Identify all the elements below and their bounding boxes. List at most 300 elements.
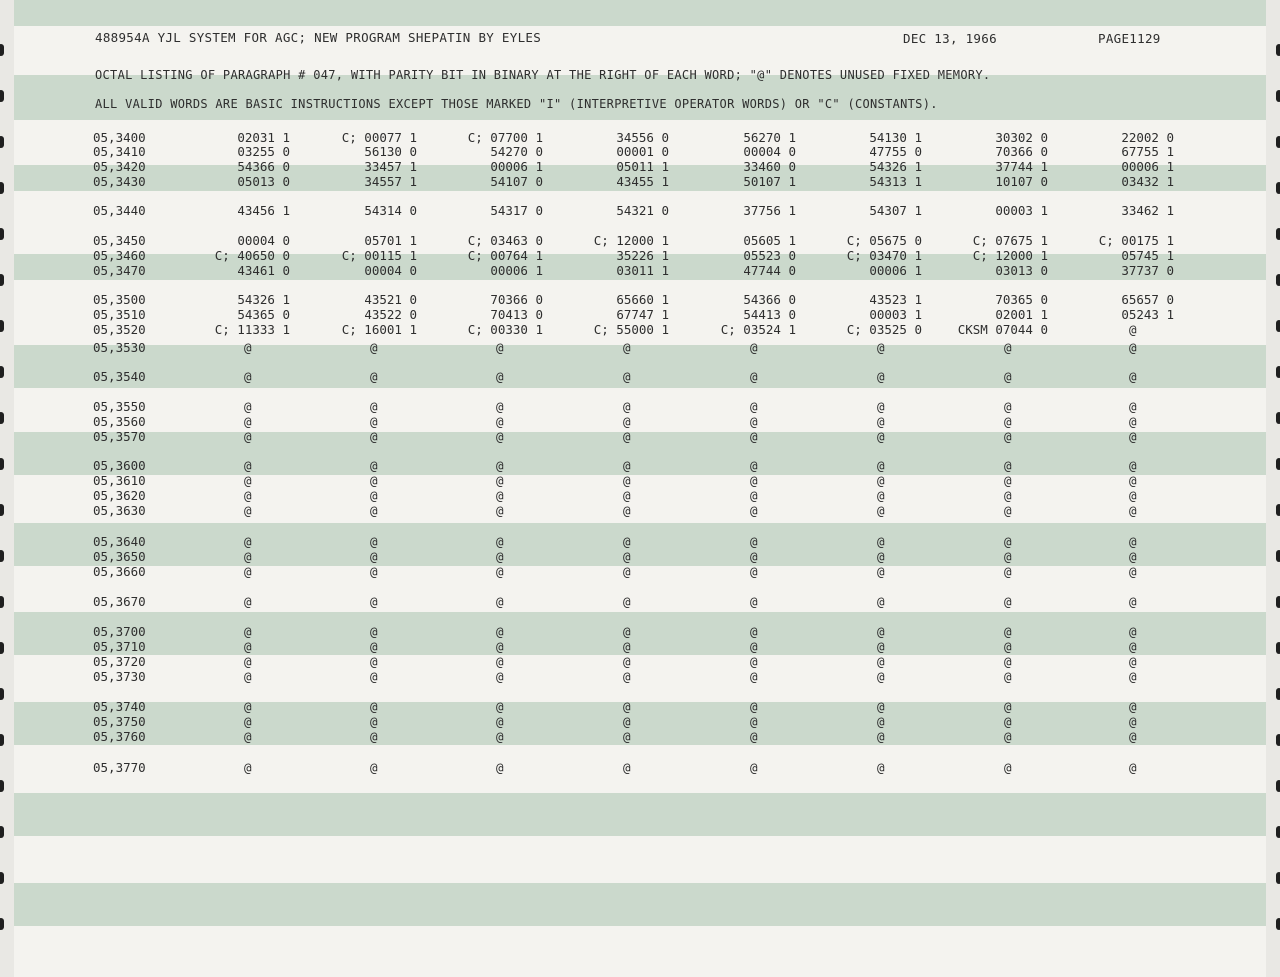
unused-word-marker: @ xyxy=(623,729,631,744)
unused-word-marker: @ xyxy=(1004,340,1012,355)
memory-word: 65660 1 xyxy=(616,292,669,307)
unused-word-marker: @ xyxy=(1129,594,1137,609)
unused-word-marker: @ xyxy=(370,399,378,414)
unused-word-marker: @ xyxy=(623,594,631,609)
unused-word-marker: @ xyxy=(877,669,885,684)
unused-word-marker: @ xyxy=(1004,639,1012,654)
memory-word: 54313 1 xyxy=(869,174,922,189)
unused-word-marker: @ xyxy=(750,473,758,488)
feed-hole xyxy=(0,688,4,700)
feed-hole xyxy=(0,596,4,608)
feed-hole xyxy=(0,918,4,930)
unused-word-marker: @ xyxy=(623,340,631,355)
feed-hole xyxy=(1276,412,1280,424)
unused-word-marker: @ xyxy=(1129,654,1137,669)
unused-word-marker: @ xyxy=(244,669,252,684)
row-address: 05,3640 xyxy=(93,534,146,549)
memory-word: 54130 1 xyxy=(869,130,922,145)
unused-word-marker: @ xyxy=(370,594,378,609)
memory-word: 54326 1 xyxy=(237,292,290,307)
feed-hole xyxy=(1276,182,1280,194)
memory-word: 00003 1 xyxy=(869,307,922,322)
memory-word: 03255 0 xyxy=(237,144,290,159)
row-address: 05,3420 xyxy=(93,159,146,174)
unused-word-marker: @ xyxy=(750,340,758,355)
memory-word: 00006 1 xyxy=(490,159,543,174)
memory-word: 56130 0 xyxy=(364,144,417,159)
memory-word: 37737 0 xyxy=(1121,263,1174,278)
memory-word: 54326 1 xyxy=(869,159,922,174)
row-address: 05,3500 xyxy=(93,292,146,307)
memory-word: 54413 0 xyxy=(743,307,796,322)
unused-word-marker: @ xyxy=(370,760,378,775)
row-address: 05,3760 xyxy=(93,729,146,744)
green-band xyxy=(14,883,1267,926)
unused-word-marker: @ xyxy=(1004,564,1012,579)
unused-word-marker: @ xyxy=(244,639,252,654)
unused-word-marker: @ xyxy=(370,340,378,355)
feed-hole xyxy=(1276,734,1280,746)
feed-hole xyxy=(0,642,4,654)
unused-word-marker: @ xyxy=(244,534,252,549)
row-address: 05,3510 xyxy=(93,307,146,322)
memory-word: 67747 1 xyxy=(616,307,669,322)
unused-word-marker: @ xyxy=(496,760,504,775)
memory-word: C; 03524 1 xyxy=(720,322,796,337)
feed-hole xyxy=(0,458,4,470)
listing-date: DEC 13, 1966 xyxy=(903,31,997,46)
unused-word-marker: @ xyxy=(370,654,378,669)
unused-word-marker: @ xyxy=(877,458,885,473)
unused-word-marker: @ xyxy=(496,639,504,654)
feed-hole xyxy=(1276,90,1280,102)
memory-word: 35226 1 xyxy=(616,248,669,263)
row-address: 05,3400 xyxy=(93,130,146,145)
row-address: 05,3650 xyxy=(93,549,146,564)
memory-word: 70413 0 xyxy=(490,307,543,322)
memory-word: 47755 0 xyxy=(869,144,922,159)
memory-word: 00001 0 xyxy=(616,144,669,159)
memory-word: 00006 1 xyxy=(869,263,922,278)
unused-word-marker: @ xyxy=(370,473,378,488)
unused-word-marker: @ xyxy=(750,549,758,564)
unused-word-marker: @ xyxy=(750,488,758,503)
memory-word: 05523 0 xyxy=(743,248,796,263)
unused-word-marker: @ xyxy=(1129,669,1137,684)
row-address: 05,3570 xyxy=(93,429,146,444)
memory-word: 54314 0 xyxy=(364,203,417,218)
memory-word: C; 07675 1 xyxy=(972,233,1048,248)
unused-word-marker: @ xyxy=(244,429,252,444)
memory-word: C; 05675 0 xyxy=(846,233,922,248)
feed-hole xyxy=(1276,320,1280,332)
unused-word-marker: @ xyxy=(496,399,504,414)
feed-hole xyxy=(0,320,4,332)
unused-word-marker: @ xyxy=(1129,699,1137,714)
unused-word-marker: @ xyxy=(496,473,504,488)
unused-word-marker: @ xyxy=(1129,564,1137,579)
green-band xyxy=(14,0,1267,26)
unused-word-marker: @ xyxy=(750,458,758,473)
memory-word: 33462 1 xyxy=(1121,203,1174,218)
row-address: 05,3610 xyxy=(93,473,146,488)
unused-word-marker: @ xyxy=(623,549,631,564)
feed-hole xyxy=(1276,642,1280,654)
unused-word-marker: @ xyxy=(623,534,631,549)
row-address: 05,3720 xyxy=(93,654,146,669)
unused-word-marker: @ xyxy=(244,699,252,714)
unused-word-marker: @ xyxy=(1129,473,1137,488)
unused-word-marker: @ xyxy=(1129,534,1137,549)
unused-word-marker: @ xyxy=(877,534,885,549)
unused-word-marker: @ xyxy=(370,534,378,549)
unused-word-marker: @ xyxy=(623,714,631,729)
row-address: 05,3600 xyxy=(93,458,146,473)
row-address: 05,3740 xyxy=(93,699,146,714)
feed-hole xyxy=(1276,44,1280,56)
unused-word-marker: @ xyxy=(1129,549,1137,564)
feed-hole xyxy=(1276,688,1280,700)
unused-word-marker: @ xyxy=(750,714,758,729)
unused-word-marker: @ xyxy=(623,760,631,775)
unused-word-marker: @ xyxy=(623,429,631,444)
green-band xyxy=(14,702,1267,745)
unused-word-marker: @ xyxy=(750,624,758,639)
unused-word-marker: @ xyxy=(877,414,885,429)
feed-hole xyxy=(1276,136,1280,148)
row-address: 05,3700 xyxy=(93,624,146,639)
feed-hole xyxy=(0,90,4,102)
memory-word: 05011 1 xyxy=(616,159,669,174)
row-address: 05,3660 xyxy=(93,564,146,579)
memory-word: C; 12000 1 xyxy=(972,248,1048,263)
memory-word: C; 11333 1 xyxy=(214,322,290,337)
feed-hole xyxy=(0,734,4,746)
memory-word: 43455 1 xyxy=(616,174,669,189)
unused-word-marker: @ xyxy=(877,488,885,503)
unused-word-marker: @ xyxy=(1004,458,1012,473)
feed-hole xyxy=(0,366,4,378)
unused-word-marker: @ xyxy=(623,473,631,488)
row-address: 05,3410 xyxy=(93,144,146,159)
unused-word-marker: @ xyxy=(1004,624,1012,639)
unused-word-marker: @ xyxy=(244,399,252,414)
memory-word: 02001 1 xyxy=(995,307,1048,322)
feed-hole xyxy=(1276,872,1280,884)
unused-word-marker: @ xyxy=(496,564,504,579)
unused-word-marker: @ xyxy=(750,503,758,518)
unused-word-marker: @ xyxy=(623,369,631,384)
unused-word-marker: @ xyxy=(750,760,758,775)
memory-word: C; 07700 1 xyxy=(467,130,543,145)
unused-word-marker: @ xyxy=(750,564,758,579)
row-address: 05,3710 xyxy=(93,639,146,654)
green-band xyxy=(14,345,1267,388)
memory-word: 05605 1 xyxy=(743,233,796,248)
unused-word-marker: @ xyxy=(877,639,885,654)
row-address: 05,3730 xyxy=(93,669,146,684)
unused-word-marker: @ xyxy=(244,714,252,729)
memory-word: 33457 1 xyxy=(364,159,417,174)
unused-word-marker: @ xyxy=(496,503,504,518)
unused-word-marker: @ xyxy=(1129,760,1137,775)
feed-hole xyxy=(1276,228,1280,240)
unused-word-marker: @ xyxy=(370,503,378,518)
memory-word: 03432 1 xyxy=(1121,174,1174,189)
unused-word-marker: @ xyxy=(1129,399,1137,414)
unused-word-marker: @ xyxy=(623,414,631,429)
feed-hole xyxy=(1276,826,1280,838)
unused-word-marker: @ xyxy=(1004,429,1012,444)
unused-word-marker: @ xyxy=(370,369,378,384)
unused-word-marker: @ xyxy=(1129,729,1137,744)
feed-hole xyxy=(0,872,4,884)
memory-word: 02031 1 xyxy=(237,130,290,145)
row-address: 05,3460 xyxy=(93,248,146,263)
unused-word-marker: @ xyxy=(750,414,758,429)
unused-word-marker: @ xyxy=(623,488,631,503)
unused-word-marker: @ xyxy=(244,458,252,473)
unused-word-marker: @ xyxy=(1129,322,1137,337)
unused-word-marker: @ xyxy=(496,714,504,729)
unused-word-marker: @ xyxy=(750,699,758,714)
memory-word: 05701 1 xyxy=(364,233,417,248)
memory-word: 70365 0 xyxy=(995,292,1048,307)
green-band xyxy=(14,793,1267,836)
unused-word-marker: @ xyxy=(1004,699,1012,714)
row-address: 05,3620 xyxy=(93,488,146,503)
memory-word: 34557 1 xyxy=(364,174,417,189)
memory-word: C; 16001 1 xyxy=(341,322,417,337)
unused-word-marker: @ xyxy=(496,624,504,639)
feed-hole xyxy=(1276,504,1280,516)
memory-word: 43523 1 xyxy=(869,292,922,307)
unused-word-marker: @ xyxy=(1004,488,1012,503)
feed-hole xyxy=(0,182,4,194)
memory-word: 43456 1 xyxy=(237,203,290,218)
memory-word: 05243 1 xyxy=(1121,307,1174,322)
unused-word-marker: @ xyxy=(370,714,378,729)
memory-word: C; 40650 0 xyxy=(214,248,290,263)
unused-word-marker: @ xyxy=(1129,624,1137,639)
unused-word-marker: @ xyxy=(750,369,758,384)
memory-word: 54366 0 xyxy=(743,292,796,307)
memory-word: 37756 1 xyxy=(743,203,796,218)
memory-word: C; 03463 0 xyxy=(467,233,543,248)
feed-hole xyxy=(1276,550,1280,562)
feed-hole xyxy=(0,44,4,56)
memory-word: 43521 0 xyxy=(364,292,417,307)
memory-word: 00004 0 xyxy=(237,233,290,248)
unused-word-marker: @ xyxy=(370,639,378,654)
unused-word-marker: @ xyxy=(244,654,252,669)
memory-word: 54107 0 xyxy=(490,174,543,189)
memory-word: 54365 0 xyxy=(237,307,290,322)
unused-word-marker: @ xyxy=(496,669,504,684)
unused-word-marker: @ xyxy=(370,458,378,473)
unused-word-marker: @ xyxy=(496,534,504,549)
green-band xyxy=(14,523,1267,566)
unused-word-marker: @ xyxy=(1129,503,1137,518)
unused-word-marker: @ xyxy=(750,534,758,549)
memory-word: 10107 0 xyxy=(995,174,1048,189)
memory-word: 54366 0 xyxy=(237,159,290,174)
unused-word-marker: @ xyxy=(244,564,252,579)
green-band xyxy=(14,612,1267,655)
unused-word-marker: @ xyxy=(1004,594,1012,609)
memory-word: 00003 1 xyxy=(995,203,1048,218)
row-address: 05,3670 xyxy=(93,594,146,609)
feed-hole xyxy=(1276,274,1280,286)
memory-word: C; 03470 1 xyxy=(846,248,922,263)
unused-word-marker: @ xyxy=(1004,714,1012,729)
memory-word: 00006 1 xyxy=(1121,159,1174,174)
unused-word-marker: @ xyxy=(623,399,631,414)
memory-word: 05745 1 xyxy=(1121,248,1174,263)
unused-word-marker: @ xyxy=(750,429,758,444)
row-address: 05,3530 xyxy=(93,340,146,355)
memory-word: 37744 1 xyxy=(995,159,1048,174)
unused-word-marker: @ xyxy=(1004,369,1012,384)
unused-word-marker: @ xyxy=(877,729,885,744)
unused-word-marker: @ xyxy=(877,564,885,579)
feed-hole xyxy=(0,826,4,838)
unused-word-marker: @ xyxy=(370,699,378,714)
memory-word: 54317 0 xyxy=(490,203,543,218)
unused-word-marker: @ xyxy=(877,624,885,639)
unused-word-marker: @ xyxy=(877,340,885,355)
unused-word-marker: @ xyxy=(496,549,504,564)
unused-word-marker: @ xyxy=(370,414,378,429)
unused-word-marker: @ xyxy=(496,699,504,714)
feed-hole xyxy=(1276,366,1280,378)
memory-word: 65657 0 xyxy=(1121,292,1174,307)
unused-word-marker: @ xyxy=(623,699,631,714)
memory-word: 22002 0 xyxy=(1121,130,1174,145)
unused-word-marker: @ xyxy=(1004,534,1012,549)
row-address: 05,3560 xyxy=(93,414,146,429)
feed-hole xyxy=(0,504,4,516)
unused-word-marker: @ xyxy=(244,340,252,355)
memory-word: 67755 1 xyxy=(1121,144,1174,159)
unused-word-marker: @ xyxy=(244,414,252,429)
row-address: 05,3630 xyxy=(93,503,146,518)
unused-word-marker: @ xyxy=(877,654,885,669)
row-address: 05,3750 xyxy=(93,714,146,729)
unused-word-marker: @ xyxy=(244,549,252,564)
unused-word-marker: @ xyxy=(623,639,631,654)
feed-hole xyxy=(0,780,4,792)
unused-word-marker: @ xyxy=(877,473,885,488)
unused-word-marker: @ xyxy=(244,488,252,503)
memory-word: 33460 0 xyxy=(743,159,796,174)
unused-word-marker: @ xyxy=(370,624,378,639)
feed-hole xyxy=(1276,918,1280,930)
row-address: 05,3770 xyxy=(93,760,146,775)
unused-word-marker: @ xyxy=(750,594,758,609)
tractor-feed-right xyxy=(1266,0,1280,977)
memory-word: C; 00077 1 xyxy=(341,130,417,145)
unused-word-marker: @ xyxy=(1129,429,1137,444)
unused-word-marker: @ xyxy=(1004,549,1012,564)
unused-word-marker: @ xyxy=(496,654,504,669)
feed-hole xyxy=(0,136,4,148)
unused-word-marker: @ xyxy=(623,669,631,684)
unused-word-marker: @ xyxy=(877,429,885,444)
unused-word-marker: @ xyxy=(244,624,252,639)
memory-word: C; 00330 1 xyxy=(467,322,543,337)
unused-word-marker: @ xyxy=(750,399,758,414)
unused-word-marker: @ xyxy=(1004,760,1012,775)
description-line-2: ALL VALID WORDS ARE BASIC INSTRUCTIONS EXCEPT THOSE MARKED "I" (INTERPRETIVE OPERATOR WORDS) OR "C" (CONSTANTS). xyxy=(95,97,938,111)
row-address: 05,3520 xyxy=(93,322,146,337)
memory-word: 43461 0 xyxy=(237,263,290,278)
feed-hole xyxy=(1276,458,1280,470)
memory-word: 43522 0 xyxy=(364,307,417,322)
unused-word-marker: @ xyxy=(1129,414,1137,429)
unused-word-marker: @ xyxy=(370,429,378,444)
unused-word-marker: @ xyxy=(244,503,252,518)
unused-word-marker: @ xyxy=(750,729,758,744)
row-address: 05,3470 xyxy=(93,263,146,278)
memory-word: 00004 0 xyxy=(364,263,417,278)
unused-word-marker: @ xyxy=(370,669,378,684)
memory-word: 05013 0 xyxy=(237,174,290,189)
unused-word-marker: @ xyxy=(877,503,885,518)
memory-word: 54307 1 xyxy=(869,203,922,218)
memory-word: 00006 1 xyxy=(490,263,543,278)
unused-word-marker: @ xyxy=(1129,458,1137,473)
unused-word-marker: @ xyxy=(877,594,885,609)
memory-word: CKSM 07044 0 xyxy=(957,322,1048,337)
memory-word: C; 55000 1 xyxy=(593,322,669,337)
memory-word: C; 03525 0 xyxy=(846,322,922,337)
unused-word-marker: @ xyxy=(750,669,758,684)
unused-word-marker: @ xyxy=(370,549,378,564)
memory-word: 54270 0 xyxy=(490,144,543,159)
unused-word-marker: @ xyxy=(877,699,885,714)
unused-word-marker: @ xyxy=(244,473,252,488)
feed-hole xyxy=(0,412,4,424)
unused-word-marker: @ xyxy=(1004,399,1012,414)
unused-word-marker: @ xyxy=(370,488,378,503)
unused-word-marker: @ xyxy=(1004,729,1012,744)
unused-word-marker: @ xyxy=(623,503,631,518)
page-number: PAGE1129 xyxy=(1098,31,1161,46)
memory-word: 50107 1 xyxy=(743,174,796,189)
listing-title: 488954A YJL SYSTEM FOR AGC; NEW PROGRAM SHEPATIN BY EYLES xyxy=(95,30,542,45)
row-address: 05,3440 xyxy=(93,203,146,218)
unused-word-marker: @ xyxy=(623,564,631,579)
memory-word: 70366 0 xyxy=(995,144,1048,159)
unused-word-marker: @ xyxy=(496,594,504,609)
unused-word-marker: @ xyxy=(750,654,758,669)
unused-word-marker: @ xyxy=(496,488,504,503)
feed-hole xyxy=(1276,596,1280,608)
feed-hole xyxy=(0,228,4,240)
unused-word-marker: @ xyxy=(1129,714,1137,729)
green-band xyxy=(14,432,1267,475)
unused-word-marker: @ xyxy=(877,369,885,384)
memory-word: 70366 0 xyxy=(490,292,543,307)
row-address: 05,3430 xyxy=(93,174,146,189)
unused-word-marker: @ xyxy=(1004,654,1012,669)
unused-word-marker: @ xyxy=(244,729,252,744)
unused-word-marker: @ xyxy=(1129,369,1137,384)
memory-word: 34556 0 xyxy=(616,130,669,145)
row-address: 05,3450 xyxy=(93,233,146,248)
unused-word-marker: @ xyxy=(1004,503,1012,518)
